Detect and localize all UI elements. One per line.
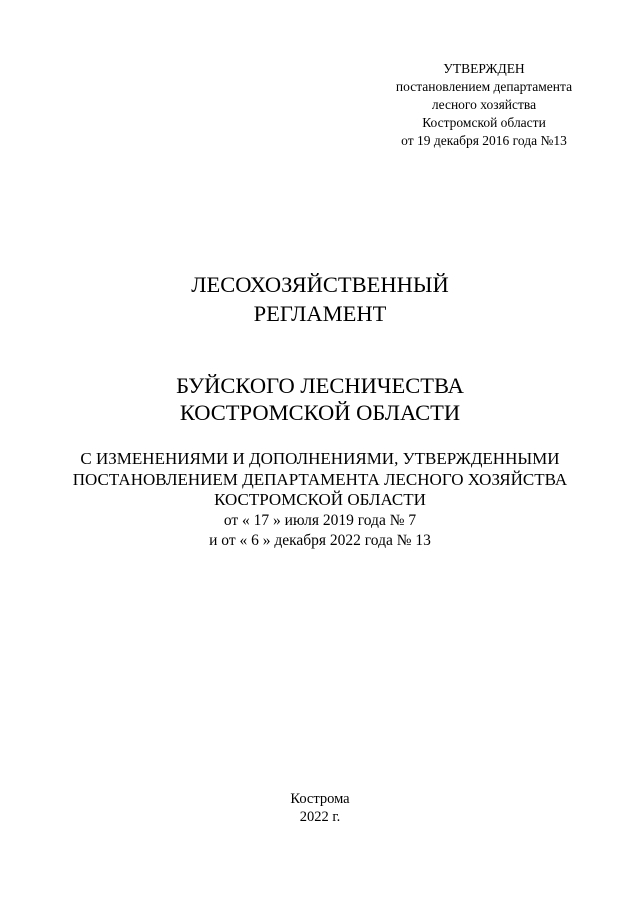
approval-line: лесного хозяйства [431,97,537,112]
amendment-date-2: и от « 6 » декабря 2022 года № 13 [209,532,431,549]
publication-year: 2022 г. [299,809,341,825]
approval-heading: УТВЕРЖДЕН [443,61,525,76]
document-subtitle [0,372,640,426]
publication-city: Кострома [290,791,350,807]
amendments-line: С ИЗМЕНЕНИЯМИ И ДОПОЛНЕНИЯМИ, УТВЕРЖДЕННЫМИ [80,449,560,468]
subtitle-line: КОСТРОМСКОЙ ОБЛАСТИ [179,400,461,425]
publication-info [0,790,640,826]
amendments-note [0,449,640,552]
amendment-date-1: от « 17 » июля 2019 года № 7 [223,511,417,529]
amendments-line: КОСТРОМСКОЙ ОБЛАСТИ [214,490,426,509]
amendments-line: ПОСТАНОВЛЕНИЕМ ДЕПАРТАМЕНТА ЛЕСНОГО ХОЗЯЙСТВА [72,469,568,489]
subtitle-line: БУЙСКОГО ЛЕСНИЧЕСТВА [176,373,464,398]
approval-date: от 19 декабря 2016 года №13 [401,133,567,148]
approval-line: Костромской области [422,115,546,130]
title-line: РЕГЛАМЕНТ [253,301,387,326]
title-line: ЛЕСОХОЗЯЙСТВЕННЫЙ [191,272,449,297]
approval-stamp [384,60,584,150]
document-title [0,270,640,328]
approval-line: постановлением департамента [395,79,573,94]
